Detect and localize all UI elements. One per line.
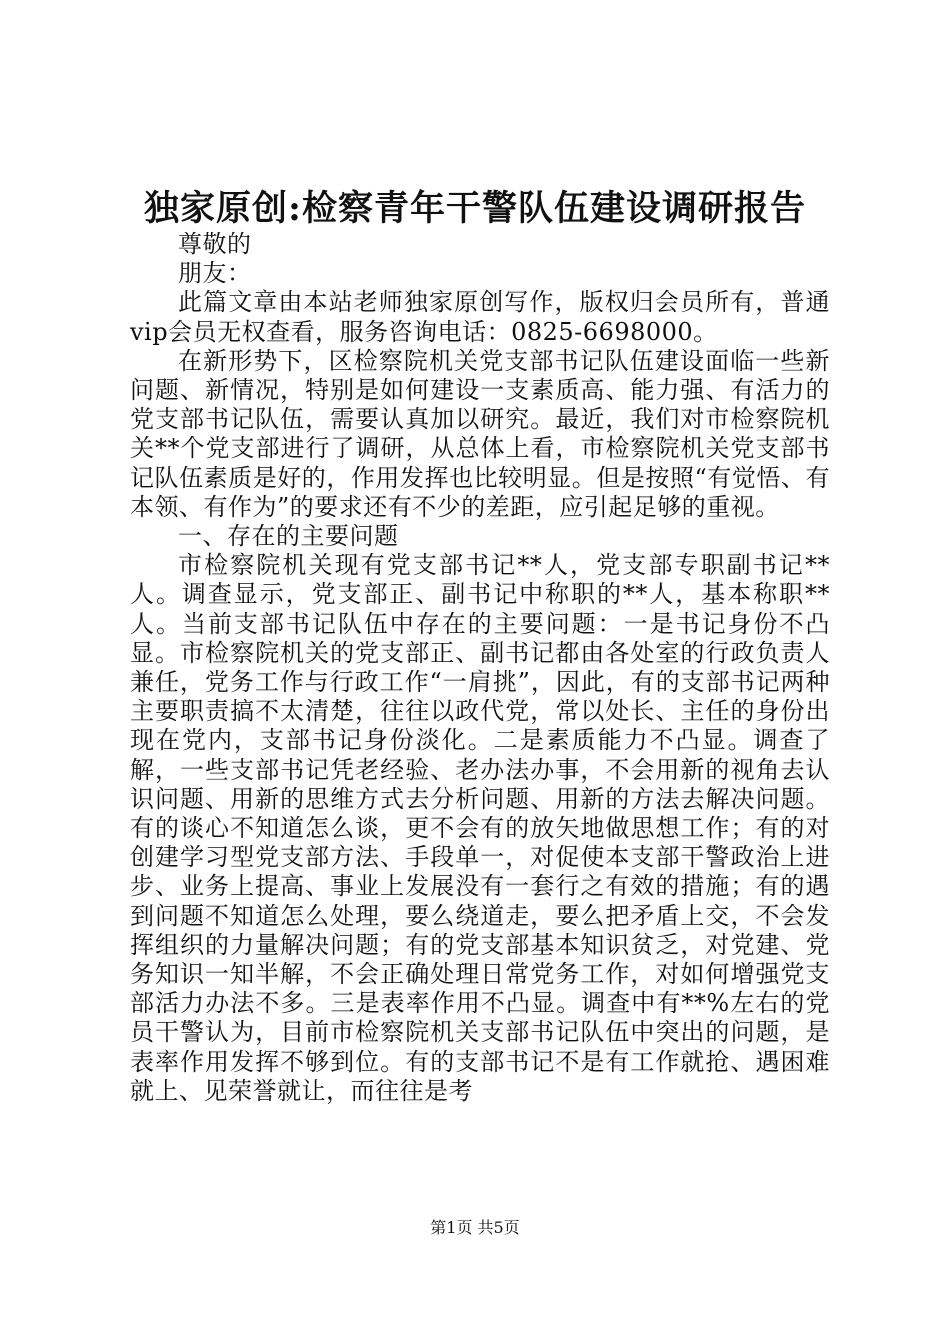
intro-paragraph: 在新形势下，区检察院机关党支部书记队伍建设面临一些新问题、新情况，特别是如何建设一支素质高、能力强、有活力的党支部书记队伍，需要认真加以研究。最近，我们对市检察院机关**个党支部进行了调研，从总体上看，市检察院机关党支部书记队伍素质是好的，作用发挥也比较明显。但是按照“有觉悟、有本领、有作为”的要求还有不少的差距，应引起足够的重视。 bbox=[130, 346, 830, 521]
document-title: 独家原创:检察青年干警队伍建设调研报告 bbox=[144, 188, 806, 229]
salutation-line-2: 朋友： bbox=[178, 259, 252, 288]
document-body bbox=[130, 230, 830, 1106]
problems-paragraph: 市检察院机关现有党支部书记**人，党支部专职副书记**人。调查显示，党支部正、副书记中称职的**人，基本称职**人。当前支部书记队伍中存在的主要问题：一是书记身份不凸显。市检察院机关的党支部正、副书记都由各处室的行政负责人兼任，党务工作与行政工作“一肩挑”，因此，有的支部书记两种主要职责搞不太清楚，往往以政代党，常以处长、主任的身份出现在党内，支部书记身份淡化。二是素质能力不凸显。调查了解，一些支部书记凭老经验、老办法办事，不会用新的视角去认识问题、用新的思维方式去分析问题、用新的方法去解决问题。有的谈心不知道怎么谈，更不会有的放矢地做思想工作；有的对创建学习型党支部方法、手段单一，对促使本支部干警政治上进步、业务上提高、事业上发展没有一套行之有效的措施；有的遇到问题不知道怎么处理，要么绕道走，要么把矛盾上交，不会发挥组织的力量解决问题；有的党支部基本知识贫乏，对党建、党务知识一知半解，不会正确处理日常党务工作，对如何增强党支部活力办法不多。三是表率作用不凸显。调查中有**%左右的党员干警认为，目前市检察院机关支部书记队伍中突出的问题，是表率作用发挥不够到位。有的支部书记不是有工作就抢、遇困难就上、见荣誉就让，而往往是考 bbox=[130, 551, 830, 1105]
copyright-notice: 此篇文章由本站老师独家原创写作，版权归会员所有，普通vip会员无权查看，服务咨询电话：0825-6698000。 bbox=[130, 288, 830, 346]
section-heading: 一、存在的主要问题 bbox=[178, 522, 399, 551]
salutation-line-1: 尊敬的 bbox=[178, 230, 252, 258]
page-number: 第1页 共5页 bbox=[430, 1218, 520, 1237]
